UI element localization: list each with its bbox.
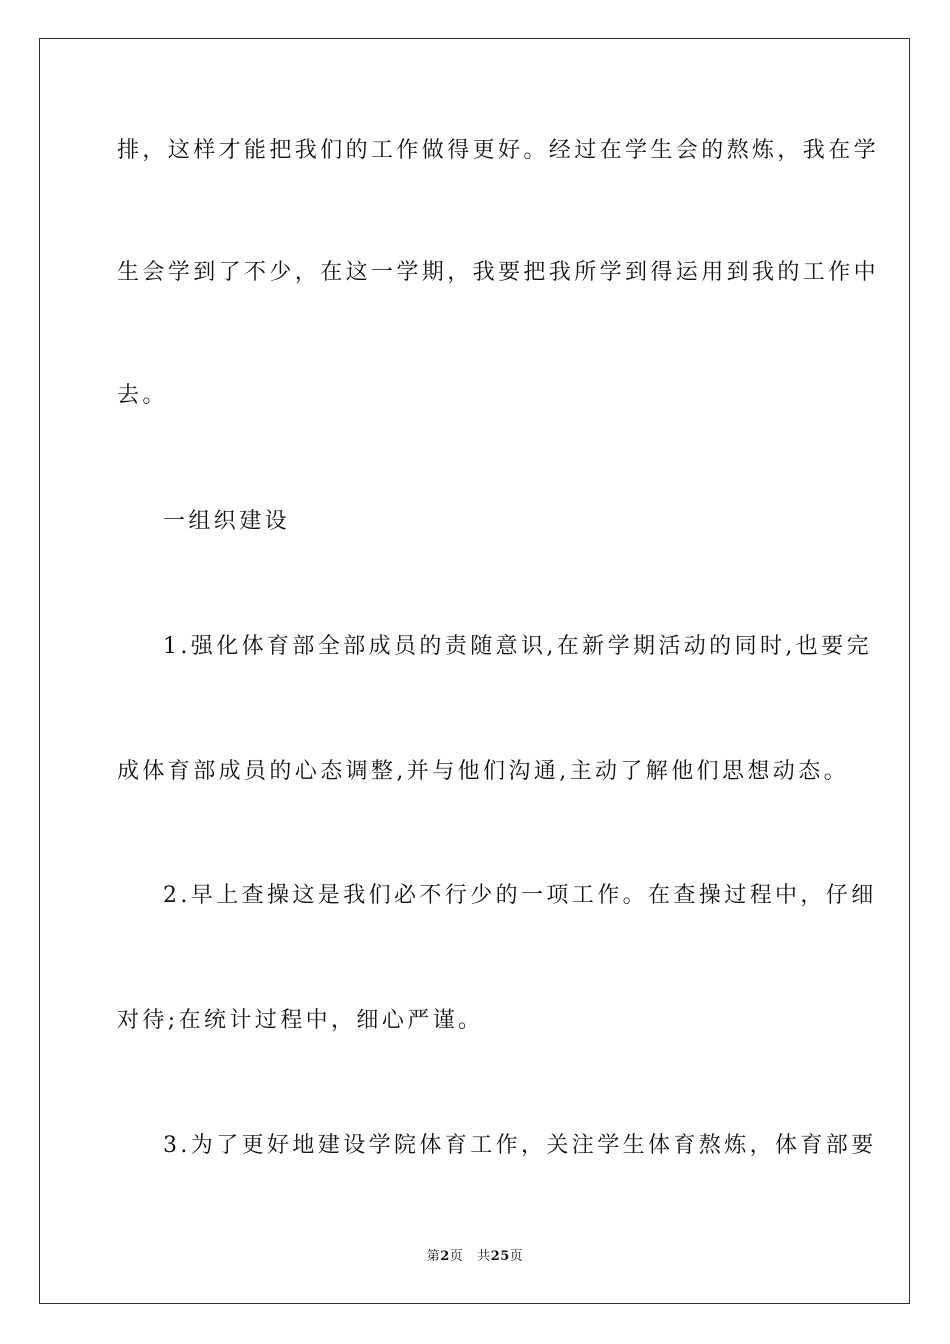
section-heading: 一组织建设: [163, 509, 291, 534]
footer-page-prefix: 第: [426, 1249, 441, 1264]
text-line-item-1a: 1.强化体育部全部成员的责随意识,在新学期活动的同时,也要完: [163, 634, 872, 659]
text-line-3: 去。: [117, 383, 168, 408]
text-line-1: 排，这样才能把我们的工作做得更好。经过在学生会的熬炼，我在学: [117, 138, 880, 163]
footer-total-prefix: 共: [477, 1249, 491, 1264]
text-line-2: 生会学到了不少，在这一学期，我要把我所学到得运用到我的工作中: [117, 260, 880, 285]
text-line-item-2b: 对待;在统计过程中，细心严谨。: [117, 1008, 484, 1033]
text-line-item-3a: 3.为了更好地建设学院体育工作，关注学生体育熬炼，体育部要: [163, 1133, 877, 1158]
text-line-item-2a: 2.早上查操这是我们必不行少的一项工作。在查操过程中，仔细: [163, 883, 877, 908]
page-frame: [39, 38, 910, 1304]
footer-page-suffix: 页: [449, 1249, 464, 1264]
footer-page-number: 2: [440, 1249, 450, 1264]
page-footer: [0, 1248, 950, 1266]
footer-total-pages: 25: [490, 1249, 510, 1264]
footer-total-suffix: 页: [509, 1249, 524, 1264]
text-line-item-1b: 成体育部成员的心态调整,并与他们沟通,主动了解他们思想动态。: [117, 759, 849, 784]
